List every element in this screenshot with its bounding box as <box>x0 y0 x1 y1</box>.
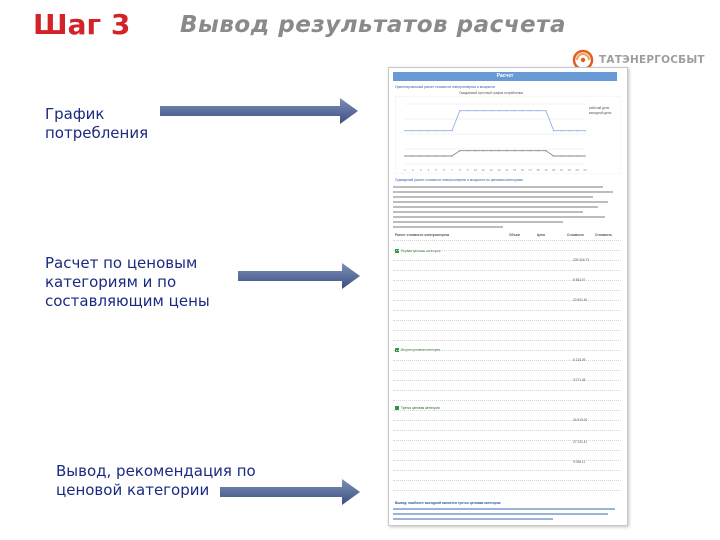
tab-calculation[interactable]: Расчет <box>393 72 617 81</box>
table-row <box>393 270 621 271</box>
table-header-cell: Стоимость <box>595 233 613 237</box>
chart-x-tick-label: 10 <box>473 168 478 172</box>
table-cell: 24 519.00 <box>573 418 588 422</box>
chart-point <box>428 130 429 131</box>
arrow-right-icon <box>160 96 360 126</box>
arrow-right-icon <box>238 261 362 291</box>
price-category-3: Третья ценовая категория <box>395 406 440 410</box>
table-row <box>393 490 621 491</box>
chart-point <box>459 150 460 151</box>
chart-point <box>498 150 499 151</box>
chart-point <box>436 130 437 131</box>
chart-x-tick-label: 4 <box>427 168 430 172</box>
chart-caption: Ориентировочный расчет стоимости электроэнергии и мощности <box>395 85 496 89</box>
chart-x-tick-label: 20 <box>552 168 556 172</box>
label-recommendation: Вывод, рекомендация по ценовой категории <box>56 462 256 499</box>
recommendation-text: Вывод: наиболее выгодной является третья ценовая категория <box>395 501 501 505</box>
chart-point <box>451 155 452 156</box>
chart-point <box>530 110 531 111</box>
chart-x-tick-label: 3 <box>419 168 422 172</box>
chart-x-tick-label: 24 <box>583 168 587 172</box>
slide-title: Вывод результатов расчета <box>180 12 566 38</box>
chart-point <box>569 130 570 131</box>
chart-point <box>569 155 570 156</box>
chart-point <box>483 150 484 151</box>
table-row <box>393 330 621 331</box>
table-header-cell: Объем <box>509 233 520 237</box>
chart-point <box>561 130 562 131</box>
chart-point <box>404 130 405 131</box>
chart-x-tick-label: 18 <box>536 168 540 172</box>
chart-point <box>490 150 491 151</box>
chart-point <box>490 110 491 111</box>
legend-item: рабочий день <box>589 106 610 110</box>
table-header-cell: Цена <box>537 233 545 237</box>
arrow-right-icon <box>220 477 362 507</box>
chart-point <box>537 110 538 111</box>
table-cell: 3 071.45 <box>573 378 586 382</box>
chart-x-tick-label: 11 <box>481 168 485 172</box>
chart-point <box>514 150 515 151</box>
chart-point <box>576 130 577 131</box>
table-cell: 229 316.73 <box>573 258 589 262</box>
chart-point <box>530 150 531 151</box>
table-cell: 27 231.41 <box>573 440 588 444</box>
chart-x-tick-label: 17 <box>528 168 532 172</box>
chart-point <box>428 155 429 156</box>
step-number: Шаг 3 <box>33 8 131 41</box>
label-price-categories: Расчет по ценовым категориям и по составляющим цены <box>45 254 210 310</box>
table-row <box>393 410 621 411</box>
table-row <box>393 400 621 401</box>
chart-point <box>522 150 523 151</box>
chart-point <box>553 155 554 156</box>
chart-x-tick-label: 2 <box>411 168 414 172</box>
chart-x-tick-label: 21 <box>559 168 564 172</box>
chart-point <box>553 130 554 131</box>
chart-point <box>545 150 546 151</box>
table-row <box>393 480 621 481</box>
chart-x-tick-label: 1 <box>404 168 406 172</box>
chart-subcaption: Ожидаемый суточный график потребления <box>459 91 524 95</box>
table-row <box>393 390 621 391</box>
chart-point <box>561 155 562 156</box>
table-row <box>393 320 621 321</box>
table-cell: 9 058.11 <box>573 460 586 464</box>
chart-x-tick-label: 22 <box>567 168 572 172</box>
table-cell: 6 218.09 <box>573 358 586 362</box>
chart-point <box>443 130 444 131</box>
chart-point <box>404 155 405 156</box>
chart-x-tick-label: 7 <box>451 168 453 172</box>
table-row <box>393 450 621 451</box>
chart-point <box>467 110 468 111</box>
chart-x-tick-label: 6 <box>443 168 445 172</box>
table-row <box>393 310 621 311</box>
chart-point <box>459 110 460 111</box>
logo-text: ТАТЭНЕРГОСБЫТ <box>599 54 705 66</box>
table-row <box>393 290 621 291</box>
chart-x-tick-label: 16 <box>520 168 525 172</box>
chart-point <box>475 110 476 111</box>
table-row <box>393 460 621 461</box>
table-row <box>393 470 621 471</box>
table-row <box>393 360 621 361</box>
table-header-cell: Расчет стоимости электроэнергии <box>395 233 450 237</box>
table-row <box>393 240 621 241</box>
chart-point <box>537 150 538 151</box>
chart-x-tick-label: 14 <box>505 168 509 172</box>
table-row <box>393 340 621 341</box>
chart-point <box>584 130 585 131</box>
chart-point <box>584 155 585 156</box>
label-consumption-chart: График потребления <box>45 105 149 142</box>
chart-point <box>412 155 413 156</box>
table-cell: 8 563.07 <box>573 278 586 282</box>
chart-x-tick-label: 5 <box>435 168 438 172</box>
chart-point <box>451 130 452 131</box>
table-row <box>393 280 621 281</box>
chart-point <box>443 155 444 156</box>
price-category-2: Вторая ценовая категория <box>395 348 440 352</box>
table-row <box>393 250 621 251</box>
chart-point <box>483 110 484 111</box>
chart-point <box>467 150 468 151</box>
legend-item: выходной день <box>589 111 612 115</box>
chart-point <box>436 155 437 156</box>
chart-x-tick-label: 12 <box>489 168 493 172</box>
table-row <box>393 350 621 351</box>
chart-point <box>506 110 507 111</box>
chart-point <box>506 150 507 151</box>
chart-point <box>514 110 515 111</box>
chart-point <box>522 110 523 111</box>
table-row <box>393 370 621 371</box>
chart-x-tick-label: 19 <box>544 168 548 172</box>
chart-x-tick-label: 8 <box>458 168 461 172</box>
table-header-cell: Стоимость <box>567 233 585 237</box>
chart-x-tick-label: 15 <box>512 168 517 172</box>
table-row <box>393 430 621 431</box>
price-category-1: Первая ценовая категория <box>395 249 441 253</box>
calculation-screenshot <box>388 67 628 526</box>
table-row <box>393 380 621 381</box>
chart-point <box>545 110 546 111</box>
chart-x-tick-label: 23 <box>575 168 579 172</box>
chart-point <box>412 130 413 131</box>
chart-x-tick-label: 13 <box>497 168 501 172</box>
chart-point <box>475 150 476 151</box>
chart-x-tick-label: 9 <box>466 168 469 172</box>
chart-point <box>420 130 421 131</box>
chart-point <box>576 155 577 156</box>
chart-point <box>420 155 421 156</box>
table-cell: 22 801.40 <box>573 298 588 302</box>
chart-point <box>498 110 499 111</box>
consumption-chart <box>395 96 621 174</box>
intro-text: Суммарный расчет стоимости электроэнергии и мощности по ценовым категориям <box>395 178 523 182</box>
